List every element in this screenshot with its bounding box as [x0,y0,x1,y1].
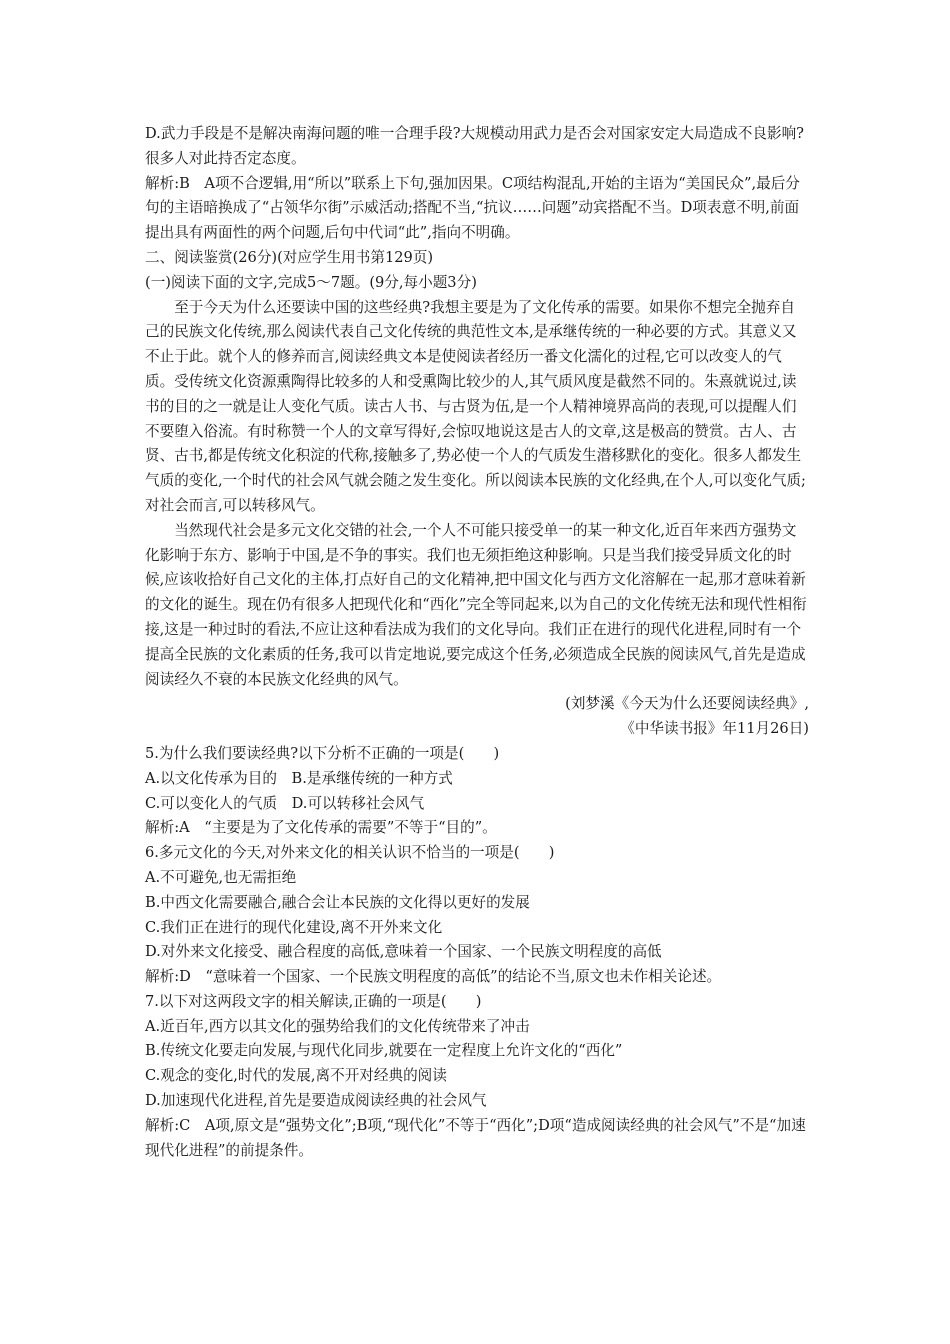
q6-analysis: 解析:D “意味着一个国家、一个民族文明程度的高低”的结论不当,原文也未作相关论述。 [145,968,722,986]
q7-option-c: C.观念的变化,时代的发展,离不开对经典的阅读 [145,1067,447,1085]
q7-option-a: A.近百年,西方以其文化的强势给我们的文化传统带来了冲击 [145,1017,530,1035]
q6-option-b: B.中西文化需要融合,融合会让本民族的文化得以更好的发展 [145,893,530,911]
passage-source [145,692,809,742]
sub-heading: (一)阅读下面的文字,完成5～7题。(9分,每小题3分) [145,273,477,291]
analysis-q4: 解析:B A项不合逻辑,用“所以”联系上下句,强加因果。C项结构混乱,开始的主语为“美国民众”,最后分句的主语暗换成了“占领华尔街”示威活动;搭配不当,“抗议……问题”动宾搭配不当。D项表意不明,前面提出具有两面性的两个问题,后句中代词“此”,指向不明确。 [145,174,800,242]
q6-option-c: C.我们正在进行的现代化建设,离不开外来文化 [145,918,443,936]
section-heading: 二、阅读鉴赏(26分)(对应学生用书第129页) [145,248,434,266]
q7-option-d: D.加速现代化进程,首先是要造成阅读经典的社会风气 [145,1092,487,1110]
passage-paragraph-1: 至于今天为什么还要读中国的这些经典?我想主要是为了文化传承的需要。如果你不想完全抛弃自己的民族文化传统,那么阅读代表自己文化传统的典范性文本,是承继传统的一种必要的方式。其意义又不止于此。就个人的修养而言,阅读经典文本是使阅读者经历一番文化濡化的过程,它可以改变人的气质。受传统文化资源熏陶得比较多的人和受熏陶比较少的人,其气质风度是截然不同的。朱熹就说过,读书的目的之一就是让人变化气质。读古人书、与古贤为伍,是一个人精神境界高尚的表现,可以提醒人们不要堕入俗流。有时称赞一个人的文章写得好,会惊叹地说这是古人的文章,这是极高的赞赏。古人、古贤、古书,都是传统文化积淀的代称,接触多了,势必使一个人的气质发生潜移默化的变化。很多人都发生气质的变化,一个时代的社会风气就会随之发生变化。所以阅读本民族的文化经典,在个人,可以变化气质;对社会而言,可以转移风气。 [145,298,806,514]
q7-option-b: B.传统文化要走向发展,与现代化同步,就要在一定程度上允许文化的“西化” [145,1042,623,1060]
q5-analysis: 解析:A “主要是为了文化传承的需要”不等于“目的”。 [145,819,497,837]
document-page [145,122,809,1163]
q5-options-ab: A.以文化传承为目的 B.是承继传统的一种方式 [145,769,453,787]
q6-stem: 6.多元文化的今天,对外来文化的相关认识不恰当的一项是( ) [145,844,555,862]
q6-option-d: D.对外来文化接受、融合程度的高低,意味着一个国家、一个民族文明程度的高低 [145,943,662,961]
q7-stem: 7.以下对这两段文字的相关解读,正确的一项是( ) [145,992,482,1010]
q5-options-cd: C.可以变化人的气质 D.可以转移社会风气 [145,794,425,812]
q6-option-a: A.不可避免,也无需拒绝 [145,868,297,886]
q7-analysis: 解析:C A项,原文是“强势文化”;B项,“现代化”不等于“西化”;D项“造成阅读经典的社会风气”不是“加速现代化进程”的前提条件。 [145,1116,806,1159]
source-line-2: 《中华读书报》年11月26日) [620,720,809,738]
q5-stem: 5.为什么我们要读经典?以下分析不正确的一项是( ) [145,744,500,762]
passage-paragraph-2: 当然现代社会是多元文化交错的社会,一个人不可能只接受单一的某一种文化,近百年来西方强势文化影响于东方、影响于中国,是不争的事实。我们也无须拒绝这种影响。只是当我们接受异质文化的时候,应该收拾好自己文化的主体,打点好自己的文化精神,把中国文化与西方文化溶解在一起,那才意味着新的文化的诞生。现在仍有很多人把现代化和“西化”完全等同起来,以为自己的文化传统无法和现代性相衔接,这是一种过时的看法,不应让这种看法成为我们的文化导向。我们正在进行的现代化进程,同时有一个提高全民族的文化素质的任务,我可以肯定地说,要完成这个任务,必须造成全民族的阅读风气,首先是造成阅读经久不衰的本民族文化经典的风气。 [145,521,807,688]
option-d-text: D.武力手段是不是解决南海问题的唯一合理手段?大规模动用武力是否会对国家安定大局造成不良影响?很多人对此持否定态度。 [145,125,805,167]
source-line-1: (刘梦溪《今天为什么还要阅读经典》, [565,695,809,713]
